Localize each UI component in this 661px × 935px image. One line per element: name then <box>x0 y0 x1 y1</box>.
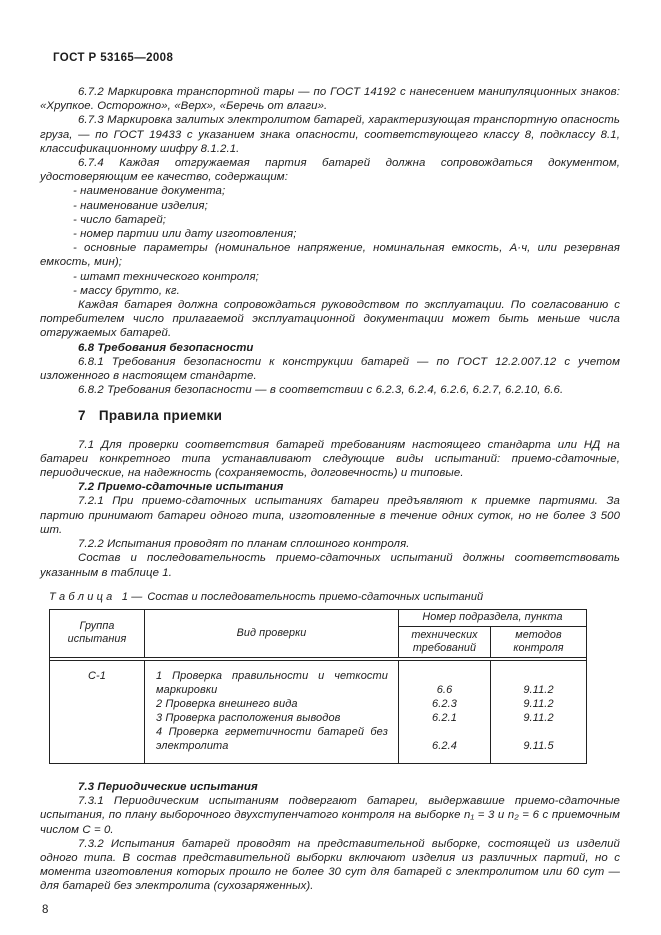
list-item: - наименование документа; <box>73 185 226 198</box>
list-item: - наименование изделия; <box>73 199 208 212</box>
cell-test-group: С-1 <box>50 661 145 763</box>
subheading-7-2: 7.2 Приемо-сдаточные испытания <box>78 481 284 494</box>
list-item: - число батарей; <box>73 213 167 226</box>
column-header-control-methods: методов контроля <box>513 628 564 654</box>
ref-value: 9.11.2 <box>523 711 554 724</box>
cell-control-method-refs <box>491 661 586 763</box>
table-caption-text: Состав и последовательность приемо-сдаточных испытаний <box>147 590 484 603</box>
paragraph-7-2-note: Состав и последовательность приемо-сдаточных испытаний должны соответствовать указанным в таблице 1. <box>40 552 620 579</box>
subheading-6-8: 6.8 Требования безопасности <box>78 341 254 354</box>
paragraph-7-2-2: 7.2.2 Испытания проводят по планам сплошного контроля. <box>78 538 410 551</box>
paragraph-6-7-3: 6.7.3 Маркировка залитых электролитом батарей, характеризующая транспортную опасность груза, — по ГОСТ 19433 с указанием знака опасности, соответствующего классу 8, подклассу 8.1, классификационному шифру 8.1.2.1. <box>40 114 620 155</box>
list-item: - штамп технического контроля; <box>73 270 259 283</box>
paragraph-7-3-1: 7.3.1 Периодическим испытаниям подвергают батареи, выдержавшие приемо-сдаточные испытания, по плану выборочного двухступенчатого контроля на выборке n₁ = 3 и n₂ = 6 с приемочным числом С = 0. <box>40 795 620 836</box>
column-header-group: Группа испытания <box>50 610 145 657</box>
subheading-7-3: 7.3 Периодические испытания <box>78 780 258 793</box>
paragraph-6-7-2: 6.7.2 Маркировка транспортной тары — по ГОСТ 14192 с нанесением манипуляционных знаков: «Хрупкое. Осторожно», «Верх», «Беречь от влаги». <box>40 86 620 113</box>
paragraph-manual-note: Каждая батарея должна сопровождаться руководством по эксплуатации. По согласованию с потребителем число прилагаемой эксплуатационной документации может быть меньше числа отгружаемых батарей. <box>40 299 620 340</box>
check-item: 4 Проверка герметичности батарей без электролита <box>156 725 388 752</box>
cell-check-types <box>145 661 399 763</box>
doc-code-header: ГОСТ Р 53165—2008 <box>53 52 174 64</box>
document-contents-list <box>40 184 620 298</box>
paragraph-6-8-2: 6.8.2 Требования безопасности — в соответствии с 6.2.3, 6.2.4, 6.2.6, 6.2.7, 6.2.10, 6.6. <box>78 384 564 397</box>
table-caption-label: Т а б л и ц а 1 — <box>49 590 143 603</box>
list-item: - массу брутто, кг. <box>73 284 180 297</box>
page-number: 8 <box>42 903 49 916</box>
paragraph-7-1: 7.1 Для проверки соответствия батарей требованиям настоящего стандарта или НД на батареи конкретного типа устанавливают следующие виды испытаний: приемо-сдаточные, периодические, на надежность (сохраняемость, долговечность) и типовые. <box>40 438 620 480</box>
column-header-number-group <box>399 610 586 657</box>
column-header-check-type: Вид проверки <box>145 610 399 657</box>
chapter-title: Правила приемки <box>98 408 223 424</box>
check-item: 1 Проверка правильности и четкости маркировки <box>156 669 388 696</box>
list-item: - номер партии или дату изготовления; <box>73 228 297 241</box>
paragraph-7-2-1: 7.2.1 При приемо-сдаточных испытаниях батареи предъявляют к приемке партиями. За партию принимают батареи одного типа, изготовленные в течение одних суток, но не более 3 500 шт. <box>40 495 620 536</box>
table-header-row <box>50 610 586 661</box>
ref-value: 9.11.2 <box>523 697 554 710</box>
chapter-7-heading <box>78 409 620 423</box>
table-1 <box>49 609 587 764</box>
ref-value: 9.11.5 <box>523 739 554 752</box>
column-header-tech-requirements: технических требований <box>399 627 491 657</box>
paragraph-7-3-2: 7.3.2 Испытания батарей проводят на представительной выборке, состоящей из изделий одного типа. В состав представительной выборки включают изделия из различных партий, но с момента изготовления которых прошло не более 30 сут для батарей с электролитом или 60 сут — для батарей без электролита (сухозаряженных). <box>40 837 620 893</box>
table-caption <box>49 590 620 604</box>
ref-value: 6.6 <box>436 683 453 696</box>
ref-value: 6.2.4 <box>432 739 457 752</box>
table-subheader-row <box>399 627 586 657</box>
check-item: 2 Проверка внешнего вида <box>156 697 298 710</box>
ref-value: 9.11.2 <box>523 683 554 696</box>
ref-value: 6.2.3 <box>432 697 457 710</box>
chapter-number: 7 <box>78 408 86 424</box>
cell-tech-requirement-refs <box>399 661 491 763</box>
check-item: 3 Проверка расположения выводов <box>156 711 341 724</box>
paragraph-6-7-4: 6.7.4 Каждая отгружаемая партия батарей должна сопровождаться документом, удостоверяющим ее качество, содержащим: <box>40 157 620 184</box>
paragraph-6-8-1: 6.8.1 Требования безопасности к конструкции батарей — по ГОСТ 12.2.007.12 с учетом изложенного в настоящем стандарте. <box>40 355 620 383</box>
ref-value: 6.2.1 <box>432 711 457 724</box>
table-row <box>50 661 586 763</box>
list-item: - основные параметры (номинальное напряжение, номинальная емкость, А·ч, или резервная емкость, мин); <box>40 242 620 269</box>
column-header-number: Номер подраздела, пункта <box>399 610 586 627</box>
document-body <box>40 85 620 894</box>
